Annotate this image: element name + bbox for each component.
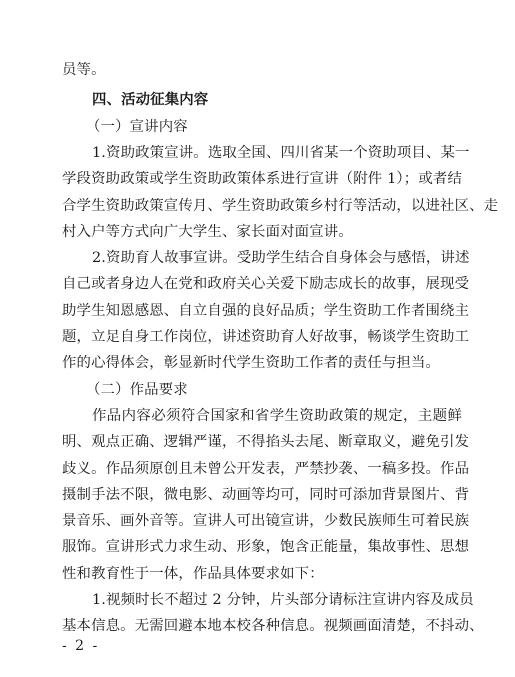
text-line: 题，立足自身工作岗位，讲述资助育人好故事，畅谈学生资助工 (62, 329, 470, 345)
text-line: 1.资助政策宣讲。选取全国、四川省某一个资助项目、某一 (92, 144, 470, 161)
text-line: 助学生知恩感恩、自立自强的良好品质；学生资助工作者围绕主 (62, 302, 470, 319)
text-line: 作的心得体会，彰显新时代学生资助工作者的责任与担当。 (62, 355, 441, 372)
section-heading: 四、活动征集内容 (92, 92, 209, 109)
text-line: 员等。 (62, 62, 106, 78)
text-line: 服饰。宣讲形式力求生动、形象，饱含正能量，集故事性、思想 (62, 539, 470, 556)
text-line: 歧义。作品须原创且未曾公开发表，严禁抄袭、一稿多投。作品 (62, 460, 470, 477)
text-line: 作品内容必须符合国家和省学生资助政策的规定，主题鲜 (92, 407, 462, 424)
text-line: 性和教育性于一体，作品具体要求如下： (62, 565, 324, 582)
text-line: 学段资助政策或学生资助政策体系进行宣讲（附件 1）；或者结 (62, 171, 462, 188)
text-line: 合学生资助政策宣传月、学生资助政策乡村行等活动，以进社区、走 (62, 197, 499, 214)
text-line: 景音乐、画外音等。宣讲人可出镜宣讲，少数民族师生可着民族 (62, 513, 470, 530)
subsection-heading: （二）作品要求 (86, 381, 188, 398)
text-line: 自己或者身边人在党和政府关心关爱下励志成长的故事，展现受 (62, 276, 470, 293)
page-number: - 2 - (62, 638, 100, 654)
text-line: 村入户等方式向广大学生、家长面对面宣讲。 (62, 223, 353, 240)
text-line: 摄制手法不限，微电影、动画等均可，同时可添加背景图片、背 (62, 486, 470, 503)
subsection-heading: （一）宣讲内容 (86, 118, 188, 135)
text-line: 基本信息。无需回避本地本校各种信息。视频画面清楚，不抖动、 (62, 618, 484, 635)
text-line: 2.资助育人故事宣讲。受助学生结合自身体会与感悟，讲述 (92, 250, 470, 267)
text-line: 明、观点正确、逻辑严谨，不得掐头去尾、断章取义，避免引发 (62, 434, 470, 451)
text-line: 1.视频时长不超过 2 分钟，片头部分请标注宣讲内容及成员 (92, 592, 474, 608)
